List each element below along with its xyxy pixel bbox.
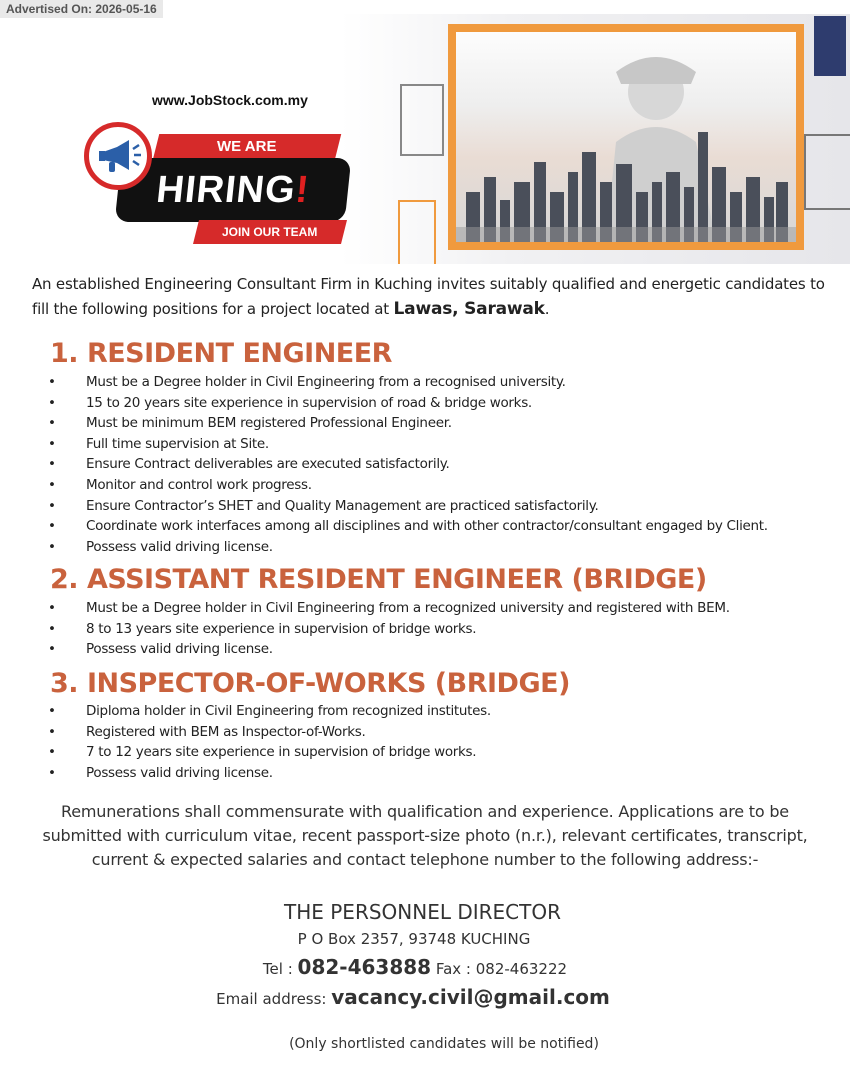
list-item: • Possess valid driving license. xyxy=(48,639,730,660)
list-item: • Diploma holder in Civil Engineering from recognized institutes. xyxy=(48,701,491,722)
list-item: • Must be a Degree holder in Civil Engineering from a recognized university and registered with BEM. xyxy=(48,598,730,619)
list-item: • 7 to 12 years site experience in supervision of bridge works. xyxy=(48,742,491,763)
decor-frame xyxy=(804,134,850,210)
list-item: • Monitor and control work progress. xyxy=(48,475,768,496)
email-address[interactable]: vacancy.civil@gmail.com xyxy=(331,985,610,1009)
addressee: THE PERSONNEL DIRECTOR xyxy=(284,900,561,924)
decor-frame xyxy=(400,84,444,156)
decor-frame xyxy=(398,200,436,264)
requirements-list xyxy=(48,598,730,660)
list-item: • Ensure Contract deliverables are executed satisfactorily. xyxy=(48,454,768,475)
list-item: • Full time supervision at Site. xyxy=(48,434,768,455)
list-item: • Possess valid driving license. xyxy=(48,763,491,784)
requirements-list xyxy=(48,372,768,557)
closing-line: Remunerations shall commensurate with qualification and experience. Applications are to be xyxy=(61,802,789,821)
site-url: www.JobStock.com.my xyxy=(152,92,308,108)
list-item: • Coordinate work interfaces among all disciplines and with other contractor/consultant engaged by Client. xyxy=(48,516,768,537)
corner-badge xyxy=(814,16,846,76)
project-location: Lawas, Sarawak xyxy=(393,299,545,319)
list-item: • Registered with BEM as Inspector-of-Works. xyxy=(48,722,491,743)
position-title: 3. INSPECTOR-OF-WORKS (BRIDGE) xyxy=(50,668,570,699)
megaphone-icon xyxy=(84,122,152,190)
advertised-date: Advertised On: 2026-05-16 xyxy=(0,0,163,18)
we-are-label: WE ARE xyxy=(153,134,341,160)
intro-paragraph: An established Engineering Consultant Firm in Kuching invites suitably qualified and energetic candidates to fill the following positions for a project located at Lawas, Sarawak. xyxy=(32,275,825,319)
phone-fax: Tel : 082-463888 Fax : 082-463222 xyxy=(262,955,568,979)
list-item: • Must be a Degree holder in Civil Engineering from a recognised university. xyxy=(48,372,768,393)
join-team-label: JOIN OUR TEAM xyxy=(193,220,347,244)
hiring-banner xyxy=(0,14,850,264)
shortlist-note: (Only shortlisted candidates will be notified) xyxy=(289,1036,599,1052)
list-item: • 15 to 20 years site experience in supervision of road & bridge works. xyxy=(48,393,768,414)
list-item: • 8 to 13 years site experience in supervision of bridge works. xyxy=(48,619,730,640)
requirements-list xyxy=(48,701,491,783)
list-item: • Must be minimum BEM registered Professional Engineer. xyxy=(48,413,768,434)
postal-address: P O Box 2357, 93748 KUCHING xyxy=(297,930,531,948)
closing-line: current & expected salaries and contact telephone number to the following address:- xyxy=(91,850,759,869)
email-line: Email address: vacancy.civil@gmail.com xyxy=(216,985,610,1009)
position-title: 2. ASSISTANT RESIDENT ENGINEER (BRIDGE) xyxy=(50,564,707,595)
hiring-label: HIRING! xyxy=(115,158,352,222)
application-instructions xyxy=(10,800,840,872)
list-item: • Possess valid driving license. xyxy=(48,537,768,558)
list-item: • Ensure Contractor’s SHET and Quality Management are practiced satisfactorily. xyxy=(48,496,768,517)
hiring-logo xyxy=(84,122,354,254)
engineer-city-photo xyxy=(448,24,804,250)
phone-number: 082-463888 xyxy=(297,955,432,979)
position-title: 1. RESIDENT ENGINEER xyxy=(50,338,392,369)
fax-number: Fax : 082-463222 xyxy=(431,960,568,978)
closing-line: submitted with curriculum vitae, recent passport-size photo (n.r.), relevant certificates, transcript, xyxy=(42,826,808,845)
